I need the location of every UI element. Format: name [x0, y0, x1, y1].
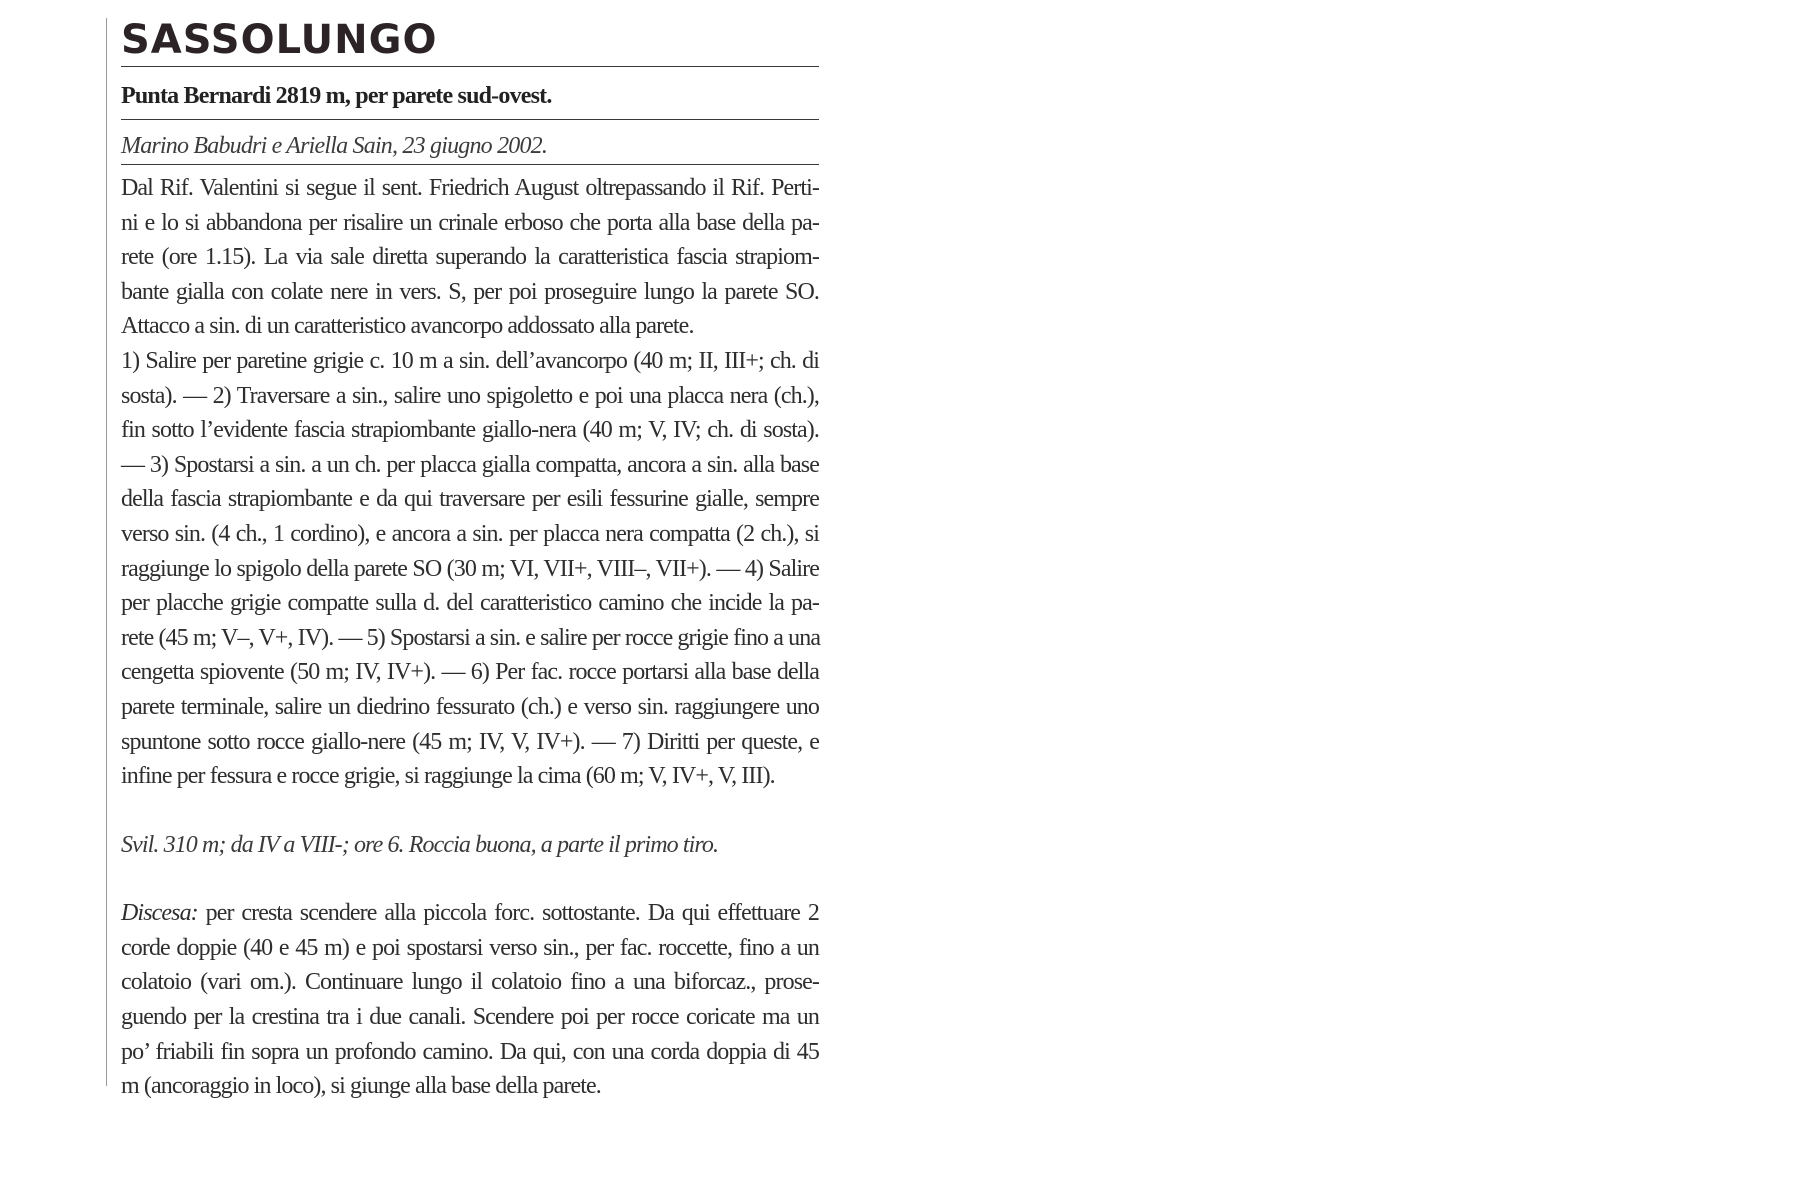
descent-section: [121, 896, 819, 1104]
descent-first-text: per cresta scendere alla piccola forc. sottostante. Da qui effettuare 2: [197, 900, 819, 927]
description-line: della fascia strapiombante e da qui traversare per esili fessurine gialle, sempre: [121, 486, 819, 513]
description-line: per placche grigie compatte sulla d. del caratteristico camino che incide la pa-: [121, 590, 819, 617]
route-summary: [121, 828, 819, 863]
route-heading: Punta Bernardi 2819 m, per parete sud-ovest.: [121, 83, 552, 109]
description-line: Dal Rif. Valentini si segue il sent. Friedrich August oltrepassando il Rif. Perti-: [121, 175, 819, 201]
description-line: rete (ore 1.15). La via sale diretta superando la caratteristica fascia strapiom-: [121, 244, 819, 271]
descent-line: [121, 896, 819, 931]
description-line: parete terminale, salire un diedrino fessurato (ch.) e verso sin. raggiungere uno: [121, 693, 819, 720]
descent-line: m (ancoraggio in loco), si giunge alla base della parete.: [121, 1073, 601, 1100]
description-line: ni e lo si abbandona per risalire un crinale erboso che porta alla base della pa-: [121, 209, 819, 236]
description-line: Attacco a sin. di un caratteristico avancorpo addossato alla parete.: [121, 313, 694, 340]
description-line: spuntone sotto rocce giallo-nere (45 m; IV, V, IV+). — 7) Diritti per queste, e: [121, 728, 819, 755]
article-column: [121, 14, 819, 1104]
descent-line: guendo per la crestina tra i due canali. Scendere poi per rocce coricate ma un: [121, 1004, 819, 1031]
descent-line: po’ friabili fin sopra un profondo camino. Da qui, con una corda doppia di 45: [121, 1038, 819, 1065]
description-line: raggiunge lo spigolo della parete SO (30 m; VI, VII+, VIII–, VII+). — 4) Salire: [121, 555, 819, 582]
authors-line: Marino Babudri e Ariella Sain, 23 giugno 2002.: [121, 133, 548, 159]
left-margin-rule: [106, 18, 107, 1086]
description-line: rete (45 m; V–, V+, IV). — 5) Spostarsi a sin. e salire per rocce grigie fino a una: [121, 624, 821, 651]
summary-line: Svil. 310 m; da IV a VIII-; ore 6. Roccia buona, a parte il primo tiro.: [121, 831, 719, 858]
description-line: fin sotto l’evidente fascia strapiombante giallo-nera (40 m; V, IV; ch. di sosta).: [121, 417, 819, 444]
descent-line: colatoio (vari om.). Continuare lungo il colatoio fino a una biforcaz., prose-: [121, 969, 819, 996]
route-description: [121, 171, 819, 794]
description-line: infine per fessura e rocce grigie, si raggiunge la cima (60 m; V, IV+, V, III).: [121, 763, 775, 790]
description-line: — 3) Spostarsi a sin. a un ch. per placca gialla compatta, ancora a sin. alla base: [121, 451, 819, 478]
description-line: verso sin. (4 ch., 1 cordino), e ancora a sin. per placca nera compatta (2 ch.), si: [121, 520, 819, 547]
description-line: sosta). — 2) Traversare a sin., salire uno spigoletto e poi una placca nera (ch.),: [121, 382, 819, 409]
descent-label: Discesa:: [121, 900, 198, 927]
descent-line: corde doppie (40 e 45 m) e poi spostarsi verso sin., per fac. roccette, fino a un: [121, 934, 819, 961]
description-line: bante gialla con colate nere in vers. S, per poi proseguire lungo la parete SO.: [121, 278, 819, 305]
description-line: 1) Salire per paretine grigie c. 10 m a sin. dell’avancorpo (40 m; II, III+; ch. di: [121, 347, 819, 374]
description-line: cengetta spiovente (50 m; IV, IV+). — 6) Per fac. rocce portarsi alla base della: [121, 659, 819, 686]
page-title: SASSOLUNGO: [121, 17, 438, 63]
authors-divider: [121, 164, 819, 165]
